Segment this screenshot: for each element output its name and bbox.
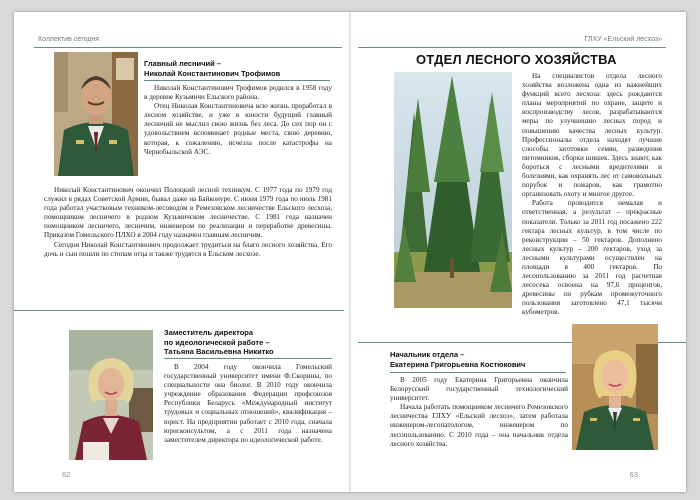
department-text (522, 72, 662, 318)
profile2-title-line3: Татьяна Васильевна Никитко (164, 347, 274, 356)
profile1-para2: Отец Николая Константиновича всю жизнь проработал в лесном хозяйстве, и уже в юности будущий главный лесничий не мыслил свою жизнь без леса. До сих пор он с удовольствием вспоминает родные места, свою деревню, которая, к сожалению, исчезла после катастрофы на Чернобыльской АЭС. (144, 102, 332, 156)
profile1-para3: Николай Константинович окончил Полоцкий лесной техникум. С 1977 года по 1979 год служил в рядах Советской Армии, бывал даже на Байконуре. С июня 1979 года по июль 1981 года работал участковым техником-лесоводом в Ремезовском лесничестве Ельского лесхоза, помощником лесничего в родном Кузьмичском лесничестве. С 1981 года назначен помощником лесничего, лесничим, инженером по реализации и переработке древесины. Приказом Гомельского ПЛХО в 2004 году назначен главным лесничим. (44, 186, 332, 240)
profile3-title-rule (390, 372, 566, 373)
department-para1: На специалистов отдела лесного хозяйства возложена одна из важнейших функций всего лесхоза: здесь рождаются планы мероприятий по охране, защите и воспроизводству лесов, разрабатываются меры по улучшению лесных пород и повышению качества лесных культур. Профессионалы отдела находят лучшие способы заготовки семян, разведения питомников, сборки шишек. Здесь знают, как бороться с лесными вредителями и болезнями, как охранять лес от самовольных порубок и пожаров, как грамотно организовать охоту и многое другое. (522, 72, 662, 199)
section-title: ОТДЕЛ ЛЕСНОГО ХОЗЯЙСТВА (416, 52, 617, 67)
profile3-para2: Начала работать помощником лесничего Ремезовского лесничества ГЛХУ «Ельский лесхоз», затем работала инженером-лесопатологом, инженером по лесопользованию. С 2010 года – она начальник отдела лесного хозяйства. (390, 403, 568, 448)
profile1-title-line2: Николай Константинович Трофимов (144, 68, 281, 78)
profile1-body-text (44, 186, 332, 259)
profile3-title-line1: Начальник отдела – (390, 350, 465, 359)
page-number-left: 62 (62, 470, 71, 479)
running-head-right: ГЛХУ «Ельский лесхоз» (584, 36, 662, 43)
header-rule-right (358, 47, 666, 48)
page-number-right: 63 (629, 470, 638, 479)
profile2-title-line1: Заместитель директора (164, 328, 254, 337)
profile3-body-text (390, 376, 568, 449)
profile1-para1: Николай Константинович Трофимов родился в 1958 году в деревне Кузьмичи Ельского района. (144, 84, 332, 102)
department-para2: Работа проводится немалая и ответственная, а результат – прекрасные показатели. Только за 2011 год посажено 222 гектара лесных культур, в том числе по реконструкции – 50 гектаров. Дополнено лесных культур – 200 гектаров, уход за лесными культурами осуществлен на площади в 400 гектаров. По лесопользованию за 2011 год расчетная лесосека освоена на 97,6 процентов, древесины по рубкам промежуточного пользования заготовлено 47,1 тысячи кубометров. (522, 199, 662, 317)
profile2-title (164, 328, 334, 357)
profile3-title (390, 350, 570, 369)
profile1-intro-text (144, 84, 332, 157)
left-page (14, 12, 350, 492)
book-spread (14, 12, 686, 492)
profile2-title-rule (164, 358, 332, 359)
right-page (350, 12, 686, 492)
profile3-title-line2: Екатерина Григорьевна Костюкович (390, 359, 526, 369)
photo-deputy-director (69, 330, 153, 460)
photo-young-pine-forest (394, 72, 512, 308)
profile1-title-line1: Главный лесничий – (144, 59, 221, 68)
running-head-left: Коллектив сегодня (38, 36, 100, 43)
photo-head-of-department (572, 324, 658, 450)
profile2-para1: В 2004 году окончила Гомельский государственный университет имени Ф.Скорины, по специальности она биолог. В 2010 году окончила учреждение образования Федерации профсоюзов Республики Беларусь «Международный институт трудовых и социальных отношений», квалификация – юрист. На предприятии работает с 2010 года, сначала юрисконсультом, а с 2011 года назначена заместителем директора по идеологической работе. (164, 363, 332, 444)
profile1-title (144, 59, 334, 78)
profile1-para4: Сегодня Николай Константинович продолжает трудиться на благо лесного хозяйства. Его дочь и сын пошли по стопам отца и также трудятся в Ельском лесхозе. (44, 240, 332, 258)
profile1-title-rule (144, 80, 330, 81)
photo-chief-forester (54, 52, 138, 176)
section-divider-left (14, 310, 344, 311)
profile2-body-text (164, 363, 332, 445)
profile2-title-line2: по идеологической работе – (164, 337, 270, 347)
header-rule-left (34, 47, 342, 48)
profile3-para1: В 2005 году Екатерина Григорьевна окончила Белорусский государственный технологический университет. (390, 376, 568, 403)
